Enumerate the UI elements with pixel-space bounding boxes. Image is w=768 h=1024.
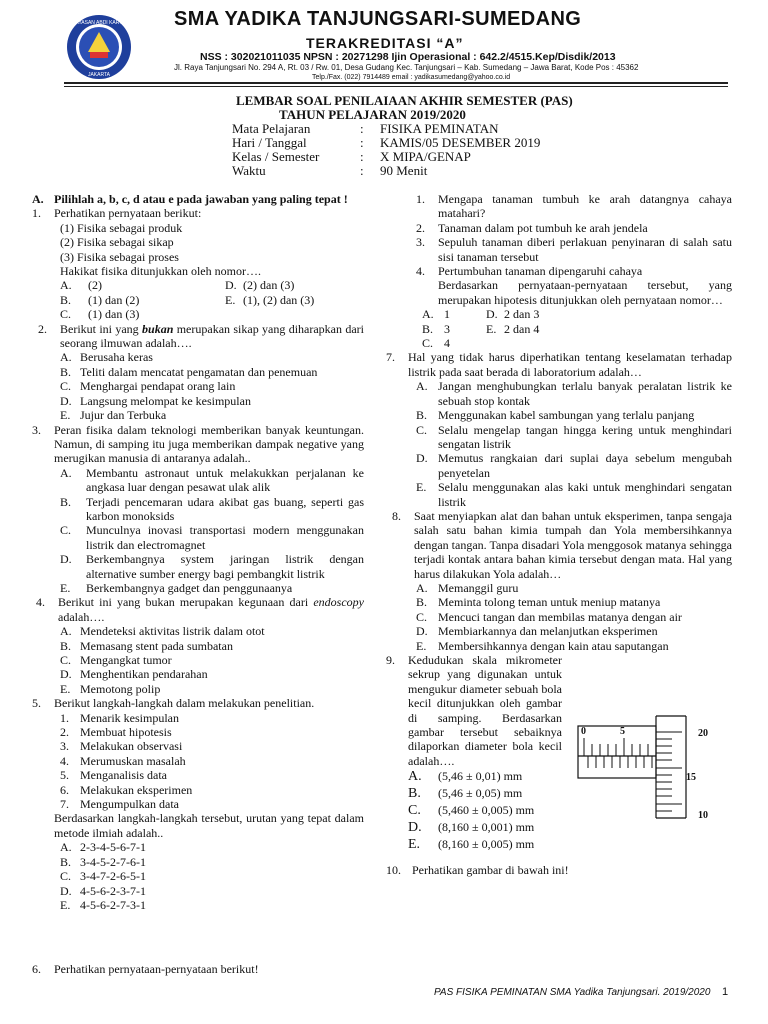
svg-text:10: 10 <box>698 810 708 821</box>
question-4: 4. Berikut ini yang bukan merupakan kegunaan dari endoscopy adalah…. <box>36 595 364 624</box>
right-column: 1. Mengapa tanaman tumbuh ke arah datangnya cahaya matahari? 2. Tanaman dalam pot tumbuh ke arah jendela 3. Sepuluh tanaman diberi perlakuan penyinaran di salah satu sisi tanaman tersebut 4. Pertumbuhan tanaman dipengaruhi cahaya Berdasarkan pernyataan-pernyataan tersebut, yang merupakan hipotesis ditunjukkan oleh pernyataan nomor… A. 1 D. 2 dan 3 B. 3 E. 2 dan 4 C. 4 7. Hal yang tidak harus diperhatikan tentang keselamatan terhadap listrik pada saat berada di laboratorium adalah… A. Jangan menghubungkan terlalu banyak peralatan listrik ke sebuah stop kontak B. Menggunakan kabel sambungan yang terlalu panjang C. Selalu mengelap tangan hingga kering untuk menghindari sengatan listrik D. Memutus rangkaian dari suplai daya sebelum mengubah penyetelan E. Selalu menggunakan alas kaki untuk menghindari sengatan listrik 8. Saat menyiapkan alat dan bahan untuk eksperimen, tanpa sengaja salah satu bahan kimia tumpah dan Yola membersihkannya dengan tangan. Tanpa disadari Yola menggosok matanya sehingga terjadi kontak antara bahan kimia tersebut dengan mata. Hal yang harus dilakukan Yola adalah… A. Memanggil guru B. Meminta tolong teman untuk meniup matanya C. Mencuci tangan dan membilas matanya dengan air D. Membiarkannya dan melanjutkan eksperimen E. Membersihkannya dengan kain atau saputangan 9. Kedudukan skala mikrometer sekrup yang digunakan untuk mengukur diameter sebuah bola kecil ditunjukkan oleh gambar di samping. Berdasarkan gambar tersebut sebaiknya dilaporkan diameter bola kecil adalah…. A. (5,46 ± 0,01) mm B. (5,46 ± 0,05) mm C. (5,460 ± 0,005) mm D. (8,160 ± 0,001) mm E. (8,160 ± 0,005) mm 10. Perhatikan gambar di bawah ini! <box>386 192 732 878</box>
page-number: 1 <box>722 986 729 998</box>
footer-text: PAS FISIKA PEMINATAN SMA Yadika Tanjungsari. 2019/2020 <box>434 987 711 998</box>
question-5: 5. Berikut langkah-langkah dalam melakukan penelitian. <box>32 696 315 711</box>
exam-title: LEMBAR SOAL PENILAIAAN AKHIR SEMESTER (PAS) <box>236 93 573 108</box>
meta-row: Mata Pelajaran : FISIKA PEMINATAN <box>232 121 499 136</box>
section-heading: A. Pilihlah a, b, c, d atau e pada jawaban yang paling tepat ! <box>32 192 348 206</box>
question-1: 1. Perhatikan pernyataan berikut: <box>32 206 202 221</box>
svg-text:0: 0 <box>581 726 586 737</box>
school-ids: NSS : 302021011035 NPSN : 20271298 Ijin Operasional : 642.2/4515.Kep/Disdik/2013 <box>200 51 616 63</box>
school-name: SMA YADIKA TANJUNGSARI-SUMEDANG <box>174 8 582 30</box>
svg-text:20: 20 <box>698 728 708 739</box>
header-rule-thin <box>64 86 728 87</box>
meta-row: Waktu : 90 Menit <box>232 163 428 178</box>
school-address: Jl. Raya Tanjungsari No. 294 A, Rt. 03 / Rw. 01, Desa Gudang Kec. Tanjungsari – Kab. Sumedang – Jawa Barat, Kode Pos : 45362 <box>174 63 639 72</box>
question-6: 6. Perhatikan pernyataan-pernyataan berikut! <box>32 962 259 976</box>
exam-year: TAHUN PELAJARAN 2019/2020 <box>279 107 466 122</box>
question-3: 3. Peran fisika dalam teknologi memberikan banyak keuntungan. Namun, di samping itu juga memberikan dampak negative yang merugikan manusia di antaranya adalah.. <box>32 422 364 466</box>
q1-statements: (1) Fisika sebagai produk (2) Fisika sebagai sikap (3) Fisika sebagai proses Hakikat fisika ditunjukkan oleh nomor…. A. (2) D. (2) dan (3) B. (1) dan (2) E. (1), (2) dan (3) C. (1) dan (3) <box>60 220 315 322</box>
q5-ask: Berdasarkan langkah-langkah tersebut, urutan yang tepat dalam metode ilmiah adalah.. <box>54 811 364 840</box>
svg-text:15: 15 <box>686 772 696 783</box>
svg-text:JAKARTA: JAKARTA <box>87 72 111 78</box>
school-contact: Telp./Fax. (022) 7914489 email : yadikasumedang@yahoo.co.id <box>312 74 511 81</box>
question-7: 7. Hal yang tidak harus diperhatikan tentang keselamatan terhadap listrik pada saat berada di laboratorium adalah… <box>386 350 732 379</box>
left-column: A. Pilihlah a, b, c, d atau e pada jawaban yang paling tepat ! 1. Perhatikan pernyataan berikut: (1) Fisika sebagai produk (2) Fisika sebagai sikap (3) Fisika sebagai proses Hakikat fisika ditunjukkan oleh nomor…. A. (2) D. (2) dan (3) B. (1) dan (2) E. (1), (2) dan (3) C. (1) dan (3) 2. Berikut ini yang bukan merupakan sikap yang diharapkan dari seorang ilmuwan adalah…. A. Berusaha keras B. Teliti dalam mencatat pengamatan dan penemuan C. Menghargai pendapat orang lain D. Langsung melompat ke kesimpulan E. Jujur dan Terbuka 3. Peran fisika dalam teknologi memberikan banyak keuntungan. Namun, di samping itu juga memberikan dampak negative yang merugikan manusia di antaranya adalah.. A. Membantu astronaut untuk melakukkan perjalanan ke angkasa luar dengan pesawat ulak alik B. Terjadi pencemaran udara akibat gas buang, seperti gas karbon monoksids C. Munculnya inovasi transportasi modern menggunakan listrik dan electromagnet D. Berkembangnya system jaringan listrik dengan alternative sumber energy bagi pembangkit listrik E. Berkembangnya gadget dan penggunaanya 4. Berikut ini yang bukan merupakan kegunaan dari endoscopy adalah…. A. Mendeteksi aktivitas listrik dalam otot B. Memasang stent pada sumbatan C. Mengangkat tumor D. Menghentikan pendarahan E. Memotong polip 5. Berikut langkah-langkah dalam melakukan penelitian. 1. Menarik kesimpulan 2. Membuat hipotesis 3. Melakukan observasi 4. Merumuskan masalah 5. Menganalisis data 6. Melakukan eksperimen 7. Mengumpulkan data Berdasarkan langkah-langkah tersebut, urutan yang tepat dalam metode ilmiah adalah.. A. 2-3-4-5-6-7-1 B. 3-4-5-2-7-6-1 C. 3-4-7-2-6-5-1 D. 4-5-6-2-3-7-1 E. 4-5-6-2-7-3-1 <box>32 192 364 912</box>
svg-text:5: 5 <box>620 726 625 737</box>
header-rule <box>64 82 728 84</box>
svg-text:YAYASAN ABDI KARYA: YAYASAN ABDI KARYA <box>72 20 126 26</box>
question-9: 9. Kedudukan skala mikrometer sekrup yang digunakan untuk mengukur diameter sebuah bola kecil ditunjukkan oleh gambar di samping. Berdasarkan gambar tersebut sebaiknya dilaporkan diameter bola kecil adalah…. <box>386 653 562 768</box>
question-2: 2. Berikut ini yang bukan merupakan sikap yang diharapkan dari seorang ilmuwan adalah…. <box>38 321 364 351</box>
meta-row: Kelas / Semester : X MIPA/GENAP <box>232 149 471 164</box>
question-10: 10. Perhatikan gambar di bawah ini! <box>386 863 569 878</box>
micrometer-diagram <box>574 712 724 824</box>
school-logo <box>66 14 132 80</box>
accreditation: TERAKREDITASI “A” <box>306 35 464 51</box>
question-8: 8. Saat menyiapkan alat dan bahan untuk eksperimen, tanpa sengaja salah satu bahan kimia tumpah dan Yola membersihkannya dengan tangan. Tanpa disadari Yola menggosok matanya sehingga terjadi kontak antara bahan kimia tersebut dengan mata. Hal yang harus dilakukan Yola adalah… <box>392 508 732 581</box>
meta-row: Hari / Tanggal : KAMIS/05 DESEMBER 2019 <box>232 135 541 150</box>
